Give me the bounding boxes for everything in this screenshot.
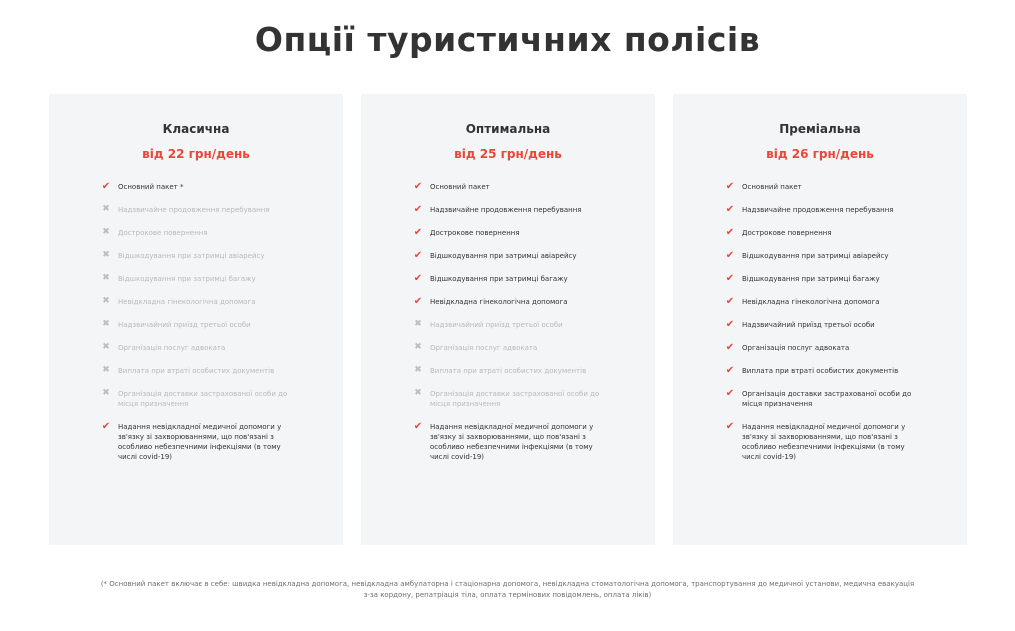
check-icon: ✔	[725, 365, 735, 376]
feature-label: Відшкодування при затримці багажу	[118, 275, 256, 283]
check-icon: ✔	[725, 296, 735, 307]
cross-icon: ✖	[102, 342, 110, 352]
feature-item	[725, 205, 925, 215]
feature-item	[413, 366, 613, 376]
feature-label: Відшкодування при затримці авіарейсу	[118, 252, 265, 260]
feature-item	[101, 251, 301, 261]
feature-label: Виплата при втраті особистих документів	[118, 367, 275, 375]
feature-item	[413, 228, 613, 238]
plan-name: Класична	[162, 122, 230, 136]
check-icon: ✔	[413, 204, 423, 215]
feature-item	[101, 182, 301, 192]
feature-label: Основний пакет *	[118, 183, 184, 191]
check-icon: ✔	[413, 296, 423, 307]
feature-item	[413, 320, 613, 330]
feature-label: Невідкладна гінекологічна допомога	[430, 298, 568, 306]
cross-icon: ✖	[102, 250, 110, 260]
cross-icon: ✖	[414, 319, 422, 329]
feature-label: Дострокове повернення	[742, 229, 832, 237]
check-icon: ✔	[725, 181, 735, 192]
feature-label: Невідкладна гінекологічна допомога	[118, 298, 256, 306]
feature-label: Надзвичайне продовження перебування	[742, 206, 894, 214]
feature-item	[725, 389, 925, 409]
cross-icon: ✖	[102, 204, 110, 214]
feature-label: Організація послуг адвоката	[118, 344, 226, 352]
feature-label: Відшкодування при затримці багажу	[742, 275, 880, 283]
feature-label: Виплата при втраті особистих документів	[742, 367, 899, 375]
check-icon: ✔	[725, 227, 735, 238]
feature-item	[413, 205, 613, 215]
check-icon: ✔	[101, 421, 111, 432]
feature-label: Надзвичайне продовження перебування	[430, 206, 582, 214]
feature-label: Відшкодування при затримці авіарейсу	[430, 252, 577, 260]
cross-icon: ✖	[414, 342, 422, 352]
feature-item	[101, 297, 301, 307]
cross-icon: ✖	[102, 388, 110, 398]
feature-label: Організація послуг адвоката	[742, 344, 850, 352]
feature-label: Організація послуг адвоката	[430, 344, 538, 352]
feature-item	[413, 297, 613, 307]
feature-label: Організація доставки застрахованої особи до місця призначення	[742, 390, 912, 408]
check-icon: ✔	[413, 181, 423, 192]
plan-price: від 22 грн/день	[142, 147, 250, 161]
check-icon: ✔	[725, 273, 735, 284]
feature-item	[413, 389, 613, 409]
plan-card-premium	[673, 94, 967, 545]
cross-icon: ✖	[414, 365, 422, 375]
feature-item	[725, 366, 925, 376]
feature-item	[725, 320, 925, 330]
cross-icon: ✖	[102, 296, 110, 306]
feature-item	[101, 366, 301, 376]
feature-item	[725, 251, 925, 261]
cross-icon: ✖	[102, 273, 110, 283]
plan-price: від 25 грн/день	[454, 147, 562, 161]
feature-label: Виплата при втраті особистих документів	[430, 367, 587, 375]
check-icon: ✔	[725, 342, 735, 353]
feature-list	[725, 182, 925, 475]
check-icon: ✔	[413, 227, 423, 238]
feature-label: Надзвичайний приїзд третьої особи	[430, 321, 563, 329]
feature-label: Надання невідкладної медичної допомоги у зв'язку зі захворюваннями, що пов'язані з особливо небезпечними інфекціями (в тому числі covid-19)	[118, 423, 282, 461]
feature-label: Надзвичайний приїзд третьої особи	[742, 321, 875, 329]
feature-item	[413, 251, 613, 261]
feature-label: Відшкодування при затримці авіарейсу	[742, 252, 889, 260]
footnote: (* Основний пакет включає в себе: швидка невідкладна допомога, невідкладна амбулаторна і стаціонарна допомога, невідкладна стоматологічна допомога, транспортування до медичної установи, медична евакуація з-за кордону, репатріація тіла, оплата термінових повідомлень, оплата ліків)	[100, 580, 915, 599]
plan-name: Преміальна	[779, 122, 861, 136]
feature-item	[725, 297, 925, 307]
plan-price: від 26 грн/день	[766, 147, 874, 161]
feature-label: Основний пакет	[430, 183, 490, 191]
check-icon: ✔	[725, 388, 735, 399]
feature-item	[413, 422, 613, 462]
cross-icon: ✖	[102, 365, 110, 375]
feature-item	[101, 274, 301, 284]
check-icon: ✔	[725, 319, 735, 330]
feature-item	[413, 274, 613, 284]
feature-label: Основний пакет	[742, 183, 802, 191]
feature-item	[725, 182, 925, 192]
feature-item	[725, 343, 925, 353]
cross-icon: ✖	[102, 227, 110, 237]
feature-list	[413, 182, 613, 475]
feature-item	[413, 182, 613, 192]
feature-label: Відшкодування при затримці багажу	[430, 275, 568, 283]
feature-label: Надзвичайний приїзд третьої особи	[118, 321, 251, 329]
feature-label: Надання невідкладної медичної допомоги у зв'язку зі захворюваннями, що пов'язані з особливо небезпечними інфекціями (в тому числі covid-19)	[742, 423, 906, 461]
check-icon: ✔	[413, 273, 423, 284]
feature-item	[725, 274, 925, 284]
check-icon: ✔	[413, 421, 423, 432]
feature-item	[101, 205, 301, 215]
feature-label: Невідкладна гінекологічна допомога	[742, 298, 880, 306]
cross-icon: ✖	[414, 388, 422, 398]
feature-label: Надзвичайне продовження перебування	[118, 206, 270, 214]
plan-name: Оптимальна	[465, 122, 551, 136]
feature-label: Організація доставки застрахованої особи до місця призначення	[430, 390, 600, 408]
check-icon: ✔	[725, 421, 735, 432]
feature-item	[101, 422, 301, 462]
check-icon: ✔	[101, 181, 111, 192]
feature-label: Організація доставки застрахованої особи до місця призначення	[118, 390, 288, 408]
feature-label: Надання невідкладної медичної допомоги у зв'язку зі захворюваннями, що пов'язані з особливо небезпечними інфекціями (в тому числі covid-19)	[430, 423, 594, 461]
plan-card-classic	[49, 94, 343, 545]
feature-item	[725, 228, 925, 238]
plan-card-optimal	[361, 94, 655, 545]
check-icon: ✔	[725, 204, 735, 215]
check-icon: ✔	[413, 250, 423, 261]
feature-item	[101, 389, 301, 409]
feature-label: Дострокове повернення	[430, 229, 520, 237]
plans-grid	[49, 94, 967, 545]
check-icon: ✔	[725, 250, 735, 261]
feature-list	[101, 182, 301, 475]
feature-item	[101, 228, 301, 238]
feature-item	[101, 343, 301, 353]
cross-icon: ✖	[102, 319, 110, 329]
page-title: Опції туристичних полісів	[254, 20, 761, 59]
feature-label: Дострокове повернення	[118, 229, 208, 237]
feature-item	[101, 320, 301, 330]
feature-item	[725, 422, 925, 462]
feature-item	[413, 343, 613, 353]
